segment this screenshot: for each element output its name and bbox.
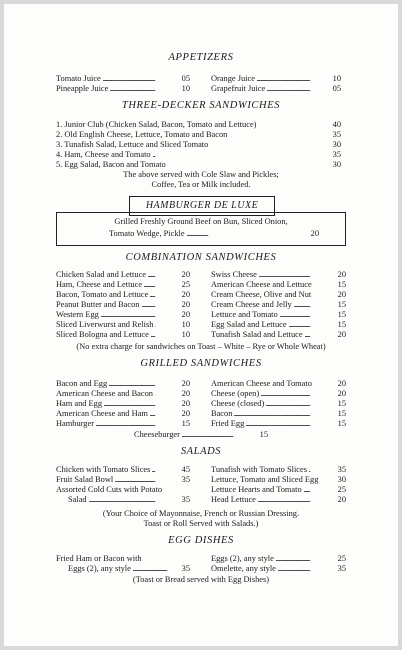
combination-title: COMBINATION SANDWICHES bbox=[125, 252, 277, 263]
menu-item: . . . Cheese (open) 20 bbox=[211, 389, 346, 399]
menu-item: . . . Orange Juice 10 bbox=[211, 74, 341, 84]
menu-item: . . . 4. Ham, Cheese and Tomato 35 bbox=[56, 150, 341, 160]
menu-item: . . . 1. Junior Club (Chicken Salad, Bacon, Tomato and Lettuce) 40 bbox=[56, 120, 341, 130]
egg-dishes-note: (Toast or Bread served with Egg Dishes) bbox=[132, 575, 270, 584]
menu-item: Fried Ham or Bacon with bbox=[56, 554, 142, 563]
menu-item: . . . Eggs (2), any style 25 bbox=[211, 554, 346, 564]
menu-item: . . . Eggs (2), any style 35 bbox=[68, 564, 190, 574]
menu-item: . . . Lettuce Hearts and Tomato 25 bbox=[211, 485, 346, 495]
menu-item: . . . Sliced Liverwurst and Relish 10 bbox=[56, 320, 190, 330]
menu-item: . . . Ham, Cheese and Lettuce 25 bbox=[56, 280, 190, 290]
menu-item: . . . Chicken Salad and Lettuce 20 bbox=[56, 270, 190, 280]
hamburger-line-1: Grilled Freshly Ground Beef on Bun, Sliced Onion, bbox=[114, 217, 288, 226]
menu-item: . . . American Cheese and Ham 20 bbox=[56, 409, 190, 419]
menu-item: . . . Cream Cheese, Olive and Nut 20 bbox=[211, 290, 346, 300]
menu-item: . . . Tunafish with Tomato Slices 35 bbox=[211, 465, 346, 475]
salads-note-2: Toast or Roll Served with Salads.) bbox=[143, 519, 259, 528]
menu-item: . . . Chicken with Tomato Slices 45 bbox=[56, 465, 190, 475]
menu-item: . . . Cheeseburger 15 bbox=[134, 430, 268, 440]
menu-item: . . . Fruit Salad Bowl 35 bbox=[56, 475, 190, 485]
menu-item: . . . Western Egg 20 bbox=[56, 310, 190, 320]
menu-item: . . . Tunafish Salad and Lettuce 20 bbox=[211, 330, 346, 340]
menu-item: . . . Lettuce, Tomato and Sliced Egg 30 bbox=[211, 475, 346, 485]
menu-item: . . . 3. Tunafish Salad, Lettuce and Sliced Tomato 30 bbox=[56, 140, 341, 150]
menu-item: . . . Bacon 15 bbox=[211, 409, 346, 419]
combination-note: (No extra charge for sandwiches on Toast – White – Rye or Whole Wheat) bbox=[76, 342, 326, 351]
menu-item: . . . Egg Salad and Lettuce 15 bbox=[211, 320, 346, 330]
menu-item: . . . Bacon and Egg 20 bbox=[56, 379, 190, 389]
menu-page bbox=[4, 4, 398, 646]
egg-dishes-title: EGG DISHES bbox=[168, 535, 234, 546]
menu-item: . . . Tomato Juice 05 bbox=[56, 74, 190, 84]
three-decker-note-1: The above served with Cole Slaw and Pickles; bbox=[123, 170, 279, 179]
menu-item: . . . Peanut Butter and Bacon 20 bbox=[56, 300, 190, 310]
menu-item: . . . Cheese (closed) 15 bbox=[211, 399, 346, 409]
menu-item: . . . American Cheese and Tomato 20 bbox=[211, 379, 346, 389]
menu-item: . . . Fried Egg 15 bbox=[211, 419, 346, 429]
menu-item: . . . Salad 35 bbox=[56, 495, 190, 505]
menu-item: . . . Grapefruit Juice 05 bbox=[211, 84, 341, 94]
three-decker-title: THREE-DECKER SANDWICHES bbox=[121, 100, 281, 111]
menu-item: . . . Omelette, any style 35 bbox=[211, 564, 346, 574]
hamburger-title: HAMBURGER DE LUXE bbox=[145, 200, 259, 211]
hamburger-box bbox=[56, 212, 346, 246]
three-decker-note-2: Coffee, Tea or Milk included. bbox=[151, 180, 251, 189]
menu-item: . . . Sliced Bologna and Lettuce 10 bbox=[56, 330, 190, 340]
salads-title: SALADS bbox=[180, 446, 222, 457]
menu-item: . . . American Cheese and Bacon 20 bbox=[56, 389, 190, 399]
menu-item: . . . Ham and Egg 20 bbox=[56, 399, 190, 409]
menu-item: . . . Cream Cheese and Jelly 15 bbox=[211, 300, 346, 310]
salads-note-1: (Your Choice of Mayonnaise, French or Russian Dressing. bbox=[102, 509, 300, 518]
menu-item: . . . Bacon, Tomato and Lettuce 20 bbox=[56, 290, 190, 300]
menu-item: . . . 5. Egg Salad, Bacon and Tomato 30 bbox=[56, 160, 341, 170]
menu-item: . . . 2. Old English Cheese, Lettuce, Tomato and Bacon 35 bbox=[56, 130, 341, 140]
menu-item: . . . Lettuce and Tomato 15 bbox=[211, 310, 346, 320]
menu-item: Assorted Cold Cuts with Potato bbox=[56, 485, 163, 494]
menu-item: . . . Pineapple Juice 10 bbox=[56, 84, 190, 94]
menu-item: . . . Head Lettuce 20 bbox=[211, 495, 346, 505]
grilled-title: GRILLED SANDWICHES bbox=[140, 358, 262, 369]
menu-item: . . . American Cheese and Lettuce 15 bbox=[211, 280, 346, 290]
menu-item: . . . Tomato Wedge, Pickle 20 bbox=[109, 229, 319, 239]
menu-item: . . . Swiss Cheese 20 bbox=[211, 270, 346, 280]
menu-item: . . . Hamburger 15 bbox=[56, 419, 190, 429]
appetizers-title: APPETIZERS bbox=[168, 52, 234, 63]
